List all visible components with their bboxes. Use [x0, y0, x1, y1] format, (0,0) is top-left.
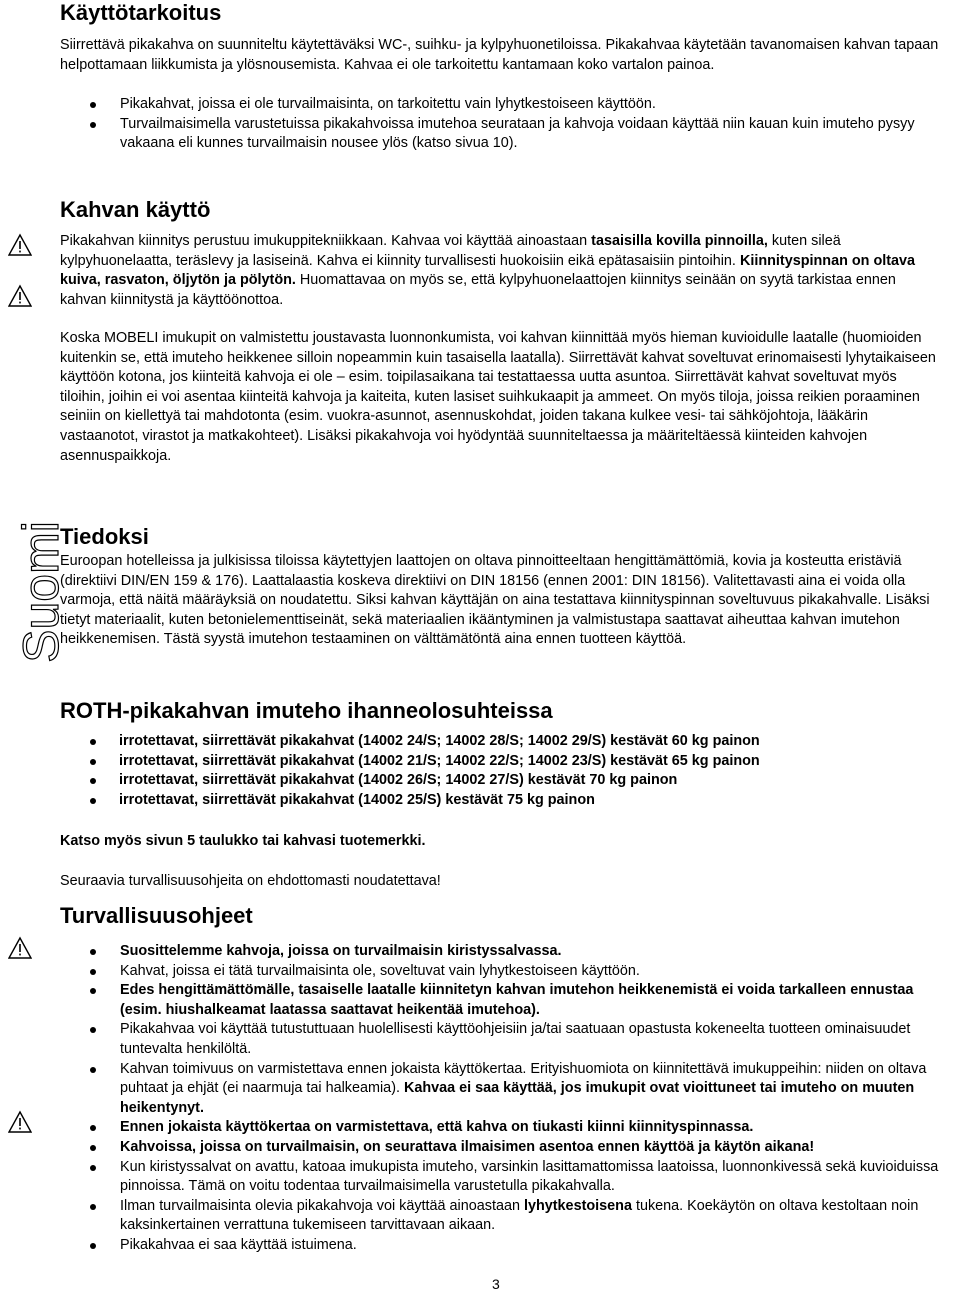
list-item — [60, 1118, 940, 1138]
roth-see-also: Katso myös sivun 5 taulukko tai kahvasi tuotemerkki. — [60, 833, 426, 849]
bold-run: tasaisilla kovilla pinnoilla, — [591, 233, 768, 249]
list-item: Pikakahvaa voi käyttää tutustuttuaan huolellisesti käyttöohjeisiin ja/tai saatuaan opastusta kokeneelta tuotteen ominaisuudet tuntevalta henkilöltä. — [60, 1020, 940, 1059]
list-item — [60, 981, 940, 1020]
text-run: Pikakahvan kiinnitys perustuu imukuppitekniikkaan. Kahvaa voi käyttää ainoastaan — [60, 233, 592, 249]
warning-icon — [8, 284, 32, 308]
turvallisuus-list — [60, 942, 940, 1256]
heading-tiedoksi: Tiedoksi — [60, 524, 149, 549]
list-item: Turvailmaisimella varustetuissa pikakahvoissa imutehoa seurataan ja kahvoja voidaan käyttää niin kauan kuin imuteho pysyy vakaana eli kunnes turvailmaisin nousee ylös (katso sivua 10). — [60, 115, 940, 154]
list-item — [60, 1197, 940, 1236]
bold-run: Suosittelemme kahvoja, joissa on turvailmaisin kiristyssalvassa. — [120, 943, 562, 959]
list-item: irrotettavat, siirrettävät pikakahvat (14002 25/S) kestävät 75 kg painon — [60, 791, 940, 811]
list-item: Kun kiristyssalvat on avattu, katoaa imukupista imuteho, varsinkin lasittamattomissa laatoissa, luonnonkivessä sekä kuvioiduissa pinnoissa. Tämä on voitu todentaa turvailmaisimella varustetulla pikakahvalla. — [60, 1158, 940, 1197]
kahvan-kaytto-paragraph-2: Koska MOBELI imukupit on valmistettu joustavasta luonnonkumista, voi kahvan kiinnittää myös hieman kuvioidulle laatalle (huomioiden kuitenkin se, että imuteho heikkenee silloin nopeammin kuin tasaisella laatalla). Siirrettävät kahvat soveltuvat erinomaisesti lyhytaikaiseen käyttöön kotona, jos kiinteitä kahvoja ei ole – esim. toipilasaikana tai testattaessa uutta asuntoa. Siirrettävät kahvat soveltuvat myös tiloihin, joihin ei voi asentaa kiinteitä kahvoja ja kaiteita, kuten lasiset suihkukaapit ja ammeet. On myös tiloja, joissa reikien poraaminen seiniin on kiellettyä tai mahdotonta (esim. vuokra-asunnot, asennuskohdat, joiden takana kulkee vesi- tai sähköjohtoja, lääkärin vastaanotot, virastot ja matkakohteet). Lisäksi pikakahvoja voi hyödyntää suunniteltaessa ja määriteltäessä kiinteiden kahvojen asennuspaikkoja. — [60, 330, 936, 464]
side-label-suomi: Suomi — [13, 521, 69, 663]
kahvan-kaytto-paragraph-1 — [60, 232, 940, 310]
list-item — [60, 942, 940, 962]
warning-icon — [8, 233, 32, 257]
warning-icon — [8, 1110, 32, 1134]
text-run: Ilman turvailmaisinta olevia pikakahvoja voi käyttää ainoastaan — [120, 1197, 524, 1214]
bold-run: Kiinnityspinnan on oltava kuiva, rasvaton, öljytön ja pölytön. — [60, 252, 916, 289]
roth-list — [60, 732, 940, 810]
bold-run: Ennen jokaista käyttökertaa on varmistettava, että kahva on tiukasti kiinni kiinnityspinnassa. — [120, 1119, 754, 1136]
warning-icon — [8, 936, 32, 960]
list-item: Kahvat, joissa ei tätä turvailmaisinta ole, soveltuvat vain lyhytkestoiseen käyttöön. — [60, 962, 940, 982]
bold-run: Edes hengittämättömälle, tasaiselle laatalle kiinnitetyn kahvan imutehon heikkenemistä ei voida tarkalleen ennustaa (esim. hiushalkeamat laatassa saattavat heikentää imutehoa). — [120, 982, 914, 1018]
list-item — [60, 1138, 940, 1158]
page-number: 3 — [492, 1276, 500, 1292]
roth-follow: Seuraavia turvallisuusohjeita on ehdottomasti noudatettava! — [60, 873, 441, 889]
bold-run: lyhytkestoisena — [523, 1197, 632, 1214]
list-item: Pikakahvaa ei saa käyttää istuimena. — [60, 1236, 940, 1256]
heading-kahvan-kaytto: Kahvan käyttö — [60, 197, 211, 222]
text-run: Kahvan toimivuus on varmistettava ennen jokaista käyttökertaa. Erityishuomiota on kiinnitettävä imukuppeihin: niiden on oltava puhtaat ja ehjät (ei naarmuja tai halkeamia). — [120, 1060, 927, 1097]
list-item: Pikakahvat, joissa ei ole turvailmaisinta, on tarkoitettu vain lyhytkestoiseen käyttöön. — [60, 95, 940, 115]
kayttotarkoitus-list — [60, 95, 940, 154]
kayttotarkoitus-intro: Siirrettävä pikakahva on suunniteltu käytettäväksi WC-, suihku- ja kylpyhuonetiloissa. Pikakahvaa käytetään tavanomaisen kahvan tapaan helpottamaan liikkumista ja ylösnousemista. Kahvaa ei ole tarkoitettu kantamaan koko vartalon painoa. — [60, 37, 939, 73]
heading-roth: ROTH-pikakahvan imuteho ihanneolosuhteissa — [60, 698, 553, 723]
heading-turvallisuusohjeet: Turvallisuusohjeet — [60, 903, 253, 928]
text-run: tukena. Koekäytön on oltava kestoltaan noin kaksinkertainen verrattuna tukemiseen tarvittavaan aikaan. — [120, 1197, 919, 1234]
list-item: irrotettavat, siirrettävät pikakahvat (14002 24/S; 14002 28/S; 14002 29/S) kestävät 60 kg painon — [60, 732, 940, 752]
list-item: irrotettavat, siirrettävät pikakahvat (14002 21/S; 14002 22/S; 14002 23/S) kestävät 65 kg painon — [60, 752, 940, 772]
text-run: kuten sileä kylpyhuonelaatta, teräslevy ja lasiseinä. Kahva ei kiinnity turvallisesti huokoisiin eikä epätasaisiin pintoihin. — [60, 233, 841, 269]
text-run: Huomattavaa on myös se, että kylpyhuonelaattojen kiinnitys seinään on syytä tarkistaa ennen kahvan kiinnitystä ja käyttöönottoa. — [60, 272, 896, 308]
tiedoksi-paragraph: Euroopan hotelleissa ja julkisissa tiloissa käytettyjen laattojen on oltava pinnoitteeltaan hengittämättömiä, kovia ja kosteutta eristäviä (direktiivi DIN/EN 159 & 176). Laattalaastia koskeva direktiivi on DIN 18156 (ennen 2001: DIN 18156). Valitettavasti aina ei voida olla varmoja, että näitä määräyksiä on noudatettu. Siksi kahvan käyttäjän on aina testattava kiinnityspinnan soveltuvuus pikakahvalle. Lisäksi tietyt materiaalit, kuten betonielementtiseinät, sekä materiaalien ikääntyminen ja valmistustapa saattavat aiheuttaa kahvan imutehon heikkenemisen. Tästä syystä imutehon testaaminen on välttämätöntä aina ennen tuotteen käyttöä. — [60, 553, 930, 648]
bold-run: Kahvaa ei saa käyttää, jos imukupit ovat vioittuneet tai imuteho on muuten heikentynyt. — [120, 1080, 915, 1116]
bold-run: Kahvoissa, joissa on turvailmaisin, on seurattava ilmaisimen asentoa ennen käyttöä ja käytön aikana! — [120, 1138, 815, 1155]
list-item — [60, 1060, 940, 1119]
list-item: irrotettavat, siirrettävät pikakahvat (14002 26/S; 14002 27/S) kestävät 70 kg painon — [60, 771, 940, 791]
heading-kayttotarkoitus: Käyttötarkoitus — [60, 0, 222, 25]
